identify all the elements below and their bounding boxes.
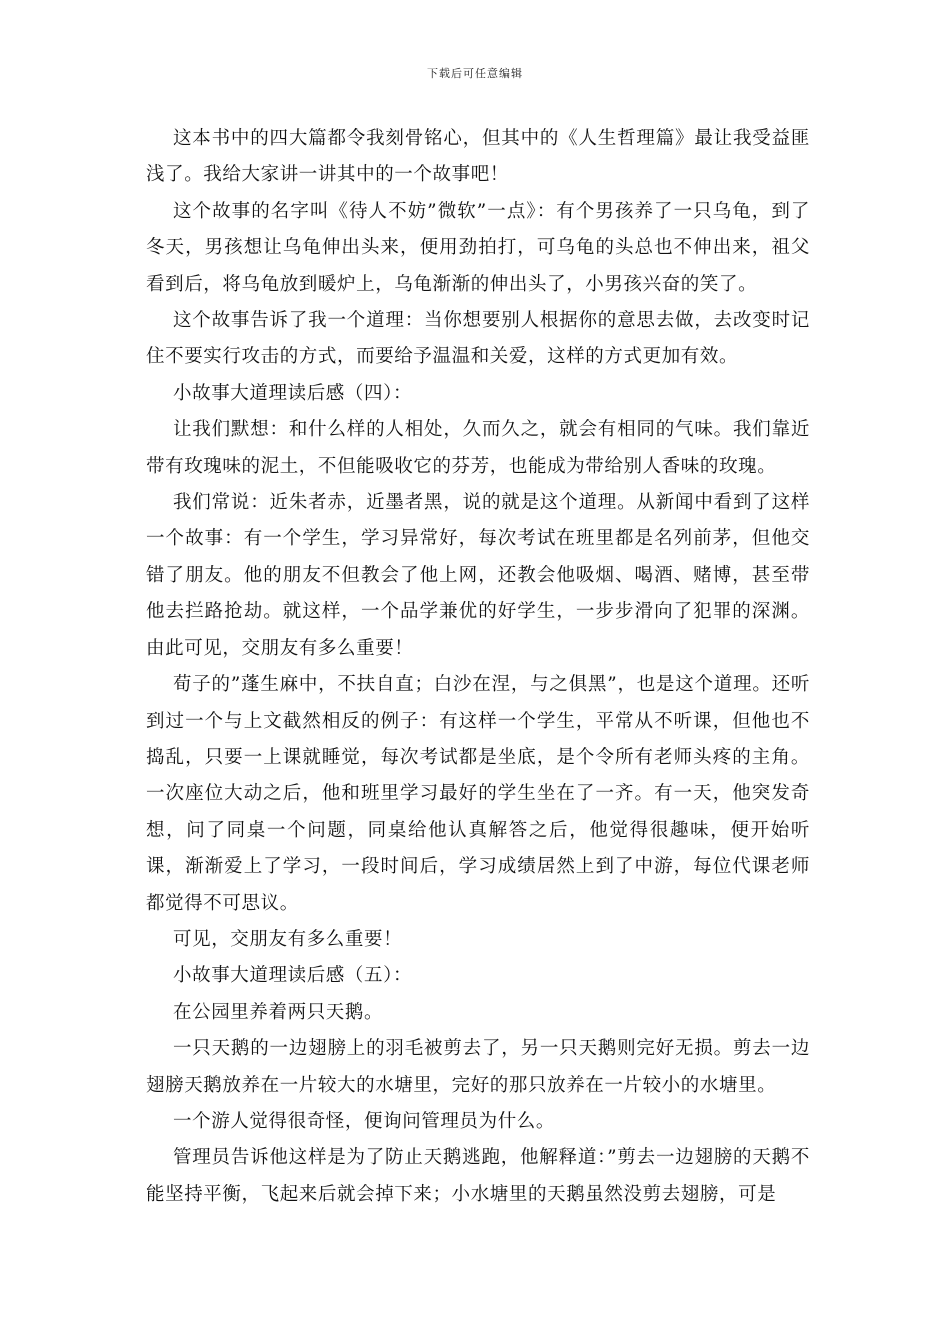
paragraph: 这个故事告诉了我一个道理：当你想要别人根据你的意思去做，去改变时记住不要实行攻击的方式，而要给予温温和关爱，这样的方式更加有效。 <box>146 310 810 368</box>
paragraph: 一只天鹅的一边翅膀上的羽毛被剪去了，另一只天鹅则完好无损。剪去一边翅膀天鹅放养在一片较大的水塘里，完好的那只放养在一片较小的水塘里。 <box>146 1038 810 1096</box>
paragraph: 一个游人觉得很奇怪，便询问管理员为什么。 <box>173 1110 556 1132</box>
paragraph: 我们常说：近朱者赤，近墨者黑，说的就是这个道理。从新闻中看到了这样一个故事：有一个学生，学习异常好，每次考试在班里都是名列前茅，但他交错了朋友。他的朋友不但教会了他上网，还教会他吸烟、喝酒、赌博，甚至带他去拦路抢劫。就这样，一个品学兼优的好学生，一步步滑向了犯罪的深渊。由此可见，交朋友有多么重要！ <box>146 492 810 659</box>
paragraph: 管理员告诉他这样是为了防止天鹅逃跑，他解释道：”剪去一边翅膀的天鹅不能坚持平衡，飞起来后就会掉下来；小水塘里的天鹅虽然没剪去翅膀，可是 <box>146 1147 810 1205</box>
section-heading: 小故事大道理读后感（四）： <box>173 382 413 404</box>
paragraph: 在公园里养着两只天鹅。 <box>173 1001 384 1023</box>
paragraph: 荀子的”蓬生麻中，不扶自直；白沙在涅，与之俱黑”，也是这个道理。还听到过一个与上文截然相反的例子：有这样一个学生，平常从不听课，但他也不捣乱，只要一上课就睡觉，每次考试都是坐底，是个令所有老师头疼的主角。一次座位大动之后，他和班里学习最好的学生坐在了一齐。有一天，他突发奇想，问了同桌一个问题，同桌给他认真解答之后，他觉得很趣味，便开始听课，渐渐爱上了学习，一段时间后，学习成绩居然上到了中游，每位代课老师都觉得不可思议。 <box>146 674 810 914</box>
paragraph: 这个故事的名字叫《待人不妨”微软”一点》：有个男孩养了一只乌龟，到了冬天，男孩想让乌龟伸出头来，便用劲拍打，可乌龟的头总也不伸出来，祖父看到后，将乌龟放到暖炉上，乌龟渐渐的伸出头了，小男孩兴奋的笑了。 <box>146 200 810 295</box>
section-heading: 小故事大道理读后感（五）： <box>173 965 413 987</box>
paragraph: 可见，交朋友有多么重要！ <box>173 928 403 950</box>
paragraph: 让我们默想：和什么样的人相处，久而久之，就会有相同的气味。我们靠近带有玫瑰味的泥土，不但能吸收它的芬芳，也能成为带给别人香味的玫瑰。 <box>146 419 810 477</box>
paragraph: 这本书中的四大篇都令我刻骨铭心，但其中的《人生哲理篇》最让我受益匪浅了。我给大家讲一讲其中的一个故事吧！ <box>146 128 810 186</box>
document-body <box>146 121 810 1213</box>
page-header: 下载后可任意编辑 <box>427 67 523 80</box>
